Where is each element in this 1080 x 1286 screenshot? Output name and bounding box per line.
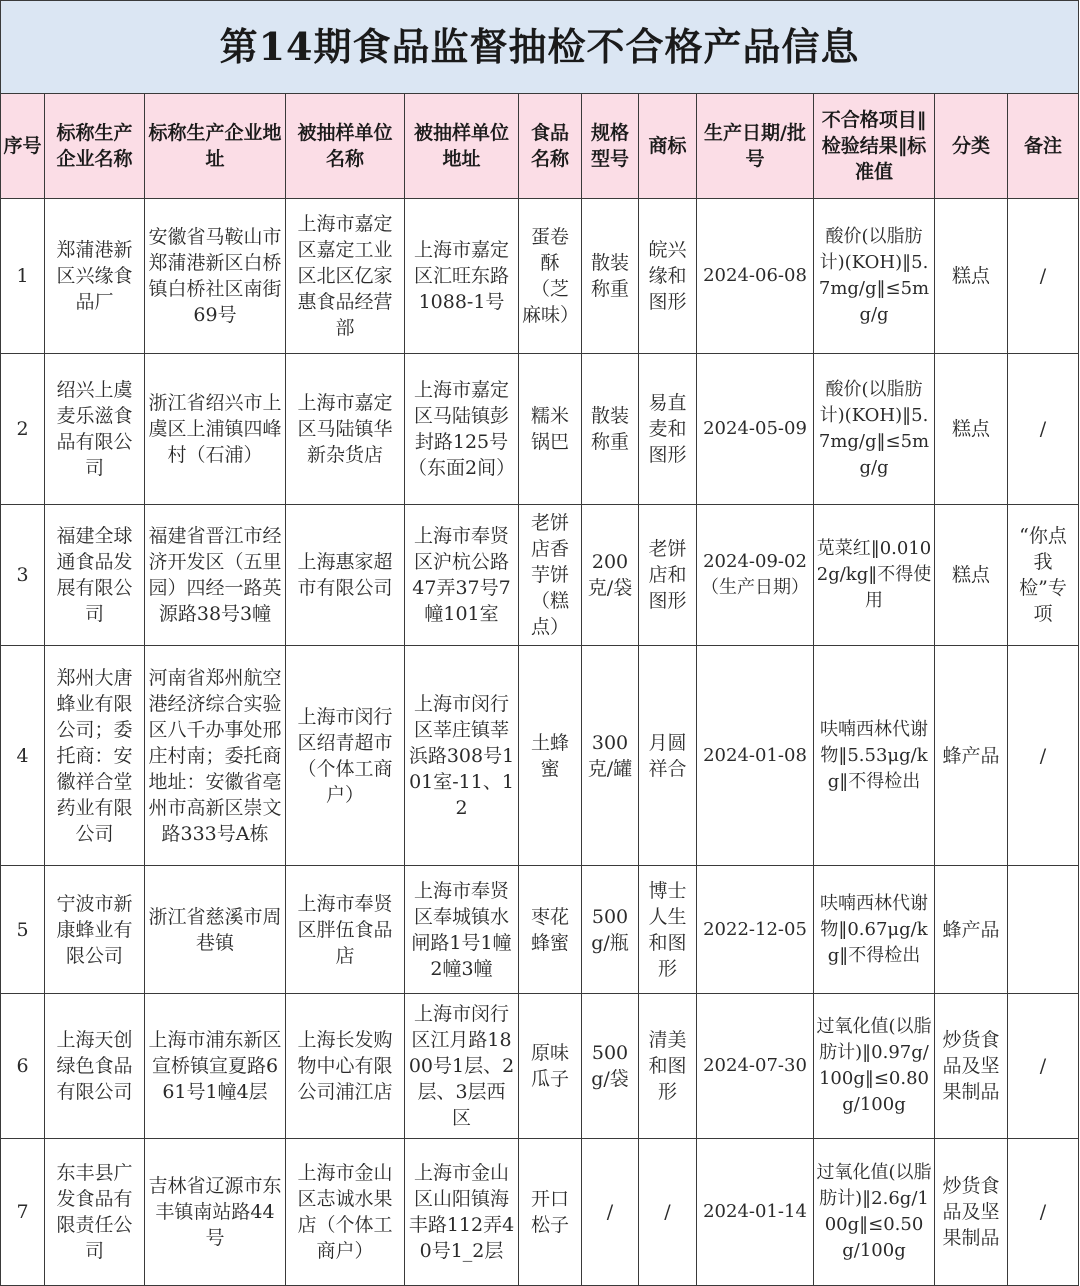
cell-maker: 郑蒲港新区兴缘食品厂 [45,199,145,354]
cell-maker: 福建全球通食品发展有限公司 [45,505,145,646]
cell-food-name: 土蜂蜜 [519,646,582,866]
cell-production-date: 2024-06-08 [697,199,814,354]
cell-food-name: 枣花蜂蜜 [519,866,582,994]
cell-no: 5 [1,866,45,994]
cell-nonconforming-item: 呋喃西林代谢物‖5.53μg/kg‖不得检出 [814,646,935,866]
cell-spec: 500g/瓶 [582,866,639,994]
cell-production-date: 2024-01-14 [697,1139,814,1286]
cell-maker: 宁波市新康蜂业有限公司 [45,866,145,994]
cell-food-name: 原味瓜子 [519,994,582,1139]
cell-remark: / [1008,994,1079,1139]
cell-spec: 300克/罐 [582,646,639,866]
cell-maker-address: 河南省郑州航空港经济综合实验区八千办事处邢庄村南；委托商地址：安徽省亳州市高新区崇文路333号A栋 [145,646,286,866]
cell-sampled-unit-address: 上海市奉贤区沪杭公路47弄37号7幢101室 [405,505,519,646]
cell-remark: / [1008,199,1079,354]
cell-sampled-unit: 上海惠家超市有限公司 [286,505,405,646]
header-maker: 标称生产企业名称 [45,94,145,199]
cell-maker: 上海天创绿色食品有限公司 [45,994,145,1139]
table-row [1,505,1079,646]
cell-sampled-unit: 上海市金山区志诚水果店（个体工商户） [286,1139,405,1286]
cell-nonconforming-item: 酸价(以脂肪计)(KOH)‖5.7mg/g‖≤5mg/g [814,354,935,505]
cell-nonconforming-item: 过氧化值(以脂肪计)‖2.6g/100g‖≤0.50g/100g [814,1139,935,1286]
cell-sampled-unit-address: 上海市奉贤区奉城镇水闸路1号1幢2幢3幢 [405,866,519,994]
cell-sampled-unit: 上海长发购物中心有限公司浦江店 [286,994,405,1139]
header-category: 分类 [935,94,1008,199]
header-nonconforming-item: 不合格项目‖检验结果‖标准值 [814,94,935,199]
cell-food-name: 糯米锅巴 [519,354,582,505]
cell-spec: 200克/袋 [582,505,639,646]
cell-spec: 散装称重 [582,354,639,505]
cell-production-date: 2024-05-09 [697,354,814,505]
cell-food-name: 蛋卷酥（芝麻味） [519,199,582,354]
cell-nonconforming-item: 过氧化值(以脂肪计)‖0.97g/100g‖≤0.80g/100g [814,994,935,1139]
table-row [1,199,1079,354]
header-sampled-unit: 被抽样单位名称 [286,94,405,199]
cell-production-date: 2024-07-30 [697,994,814,1139]
cell-sampled-unit-address: 上海市闵行区江月路1800号1层、2层、3层西区 [405,994,519,1139]
cell-brand: 皖兴缘和图形 [639,199,697,354]
cell-food-name: 开口松子 [519,1139,582,1286]
header-no: 序号 [1,94,45,199]
cell-maker-address: 浙江省绍兴市上虞区上浦镇四峰村（石浦） [145,354,286,505]
table-row [1,1139,1079,1286]
cell-sampled-unit: 上海市嘉定区马陆镇华新杂货店 [286,354,405,505]
cell-no: 3 [1,505,45,646]
cell-brand: 博士人生和图形 [639,866,697,994]
cell-category: 蜂产品 [935,646,1008,866]
cell-sampled-unit: 上海市嘉定区嘉定工业区北区亿家惠食品经营部 [286,199,405,354]
table-row [1,646,1079,866]
cell-food-name: 老饼店香芋饼（糕点） [519,505,582,646]
cell-category: 糕点 [935,505,1008,646]
cell-remark [1008,866,1079,994]
cell-production-date: 2022-12-05 [697,866,814,994]
cell-remark: / [1008,354,1079,505]
cell-remark: / [1008,1139,1079,1286]
cell-spec: / [582,1139,639,1286]
cell-maker-address: 吉林省辽源市东丰镇南站路44号 [145,1139,286,1286]
cell-category: 蜂产品 [935,866,1008,994]
cell-production-date: 2024-09-02（生产日期） [697,505,814,646]
cell-category: 炒货食品及坚果制品 [935,994,1008,1139]
cell-remark: / [1008,646,1079,866]
cell-category: 糕点 [935,354,1008,505]
cell-sampled-unit-address: 上海市嘉定区马陆镇彭封路125号（东面2间） [405,354,519,505]
table-row [1,354,1079,505]
cell-no: 7 [1,1139,45,1286]
page-title: 第14期食品监督抽检不合格产品信息 [1,1,1079,94]
cell-no: 2 [1,354,45,505]
cell-no: 1 [1,199,45,354]
cell-nonconforming-item: 呋喃西林代谢物‖0.67μg/kg‖不得检出 [814,866,935,994]
cell-sampled-unit-address: 上海市金山区山阳镇海丰路112弄40号1_2层 [405,1139,519,1286]
cell-maker: 东丰县广发食品有限责任公司 [45,1139,145,1286]
header-spec: 规格型号 [582,94,639,199]
cell-maker: 绍兴上虞麦乐滋食品有限公司 [45,354,145,505]
cell-sampled-unit-address: 上海市嘉定区汇旺东路1088-1号 [405,199,519,354]
table-row [1,994,1079,1139]
cell-spec: 500g/袋 [582,994,639,1139]
cell-brand: 易直麦和图形 [639,354,697,505]
cell-maker-address: 安徽省马鞍山市郑蒲港新区白桥镇白桥社区南街69号 [145,199,286,354]
header-brand: 商标 [639,94,697,199]
cell-nonconforming-item: 酸价(以脂肪计)(KOH)‖5.7mg/g‖≤5mg/g [814,199,935,354]
cell-sampled-unit-address: 上海市闵行区莘庄镇莘浜路308号101室-11、12 [405,646,519,866]
header-food-name: 食品名称 [519,94,582,199]
cell-brand: 清美和图形 [639,994,697,1139]
header-maker-address: 标称生产企业地址 [145,94,286,199]
cell-spec: 散装称重 [582,199,639,354]
cell-category: 炒货食品及坚果制品 [935,1139,1008,1286]
cell-brand: / [639,1139,697,1286]
header-sampled-unit-address: 被抽样单位地址 [405,94,519,199]
table-row [1,866,1079,994]
header-production-date: 生产日期/批号 [697,94,814,199]
cell-remark: “你点我检”专项 [1008,505,1079,646]
cell-no: 4 [1,646,45,866]
cell-production-date: 2024-01-08 [697,646,814,866]
cell-nonconforming-item: 苋菜红‖0.0102g/kg‖不得使用 [814,505,935,646]
cell-category: 糕点 [935,199,1008,354]
cell-brand: 老饼店和图形 [639,505,697,646]
table-header-row [1,94,1079,199]
cell-sampled-unit: 上海市闵行区绍青超市（个体工商户） [286,646,405,866]
cell-sampled-unit: 上海市奉贤区胖伍食品店 [286,866,405,994]
cell-maker-address: 福建省晋江市经济开发区（五里园）四经一路英源路38号3幢 [145,505,286,646]
header-remark: 备注 [1008,94,1079,199]
cell-brand: 月圆祥合 [639,646,697,866]
cell-no: 6 [1,994,45,1139]
cell-maker: 郑州大唐蜂业有限公司；委托商：安徽祥合堂药业有限公司 [45,646,145,866]
cell-maker-address: 上海市浦东新区宣桥镇宣夏路661号1幢4层 [145,994,286,1139]
cell-maker-address: 浙江省慈溪市周巷镇 [145,866,286,994]
